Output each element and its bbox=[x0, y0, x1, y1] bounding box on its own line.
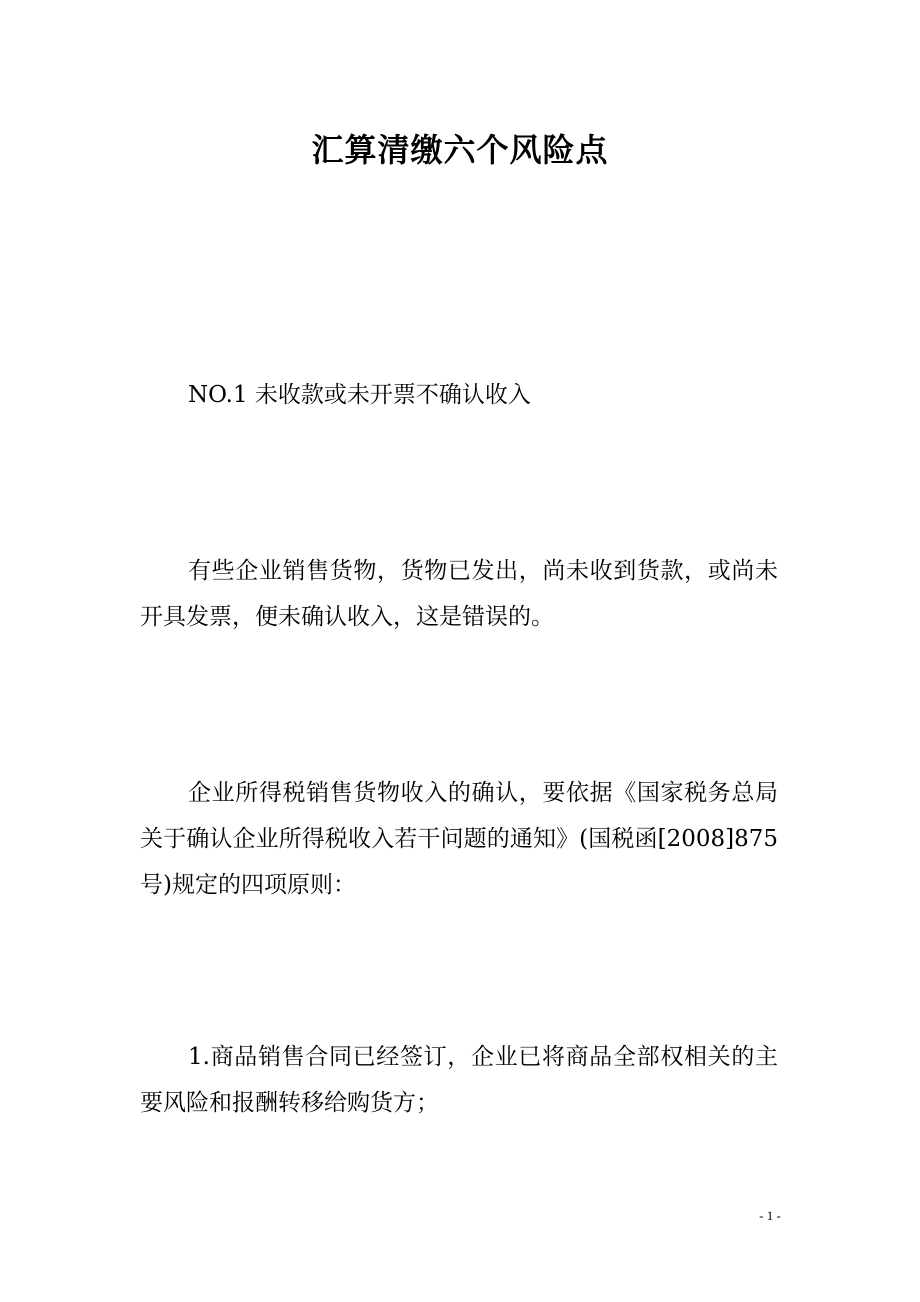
document-title: 汇算清缴六个风险点 bbox=[311, 131, 609, 169]
paragraph-body-1: 有些企业销售货物，货物已发出，尚未收到货款，或尚未开具发票，便未确认收入，这是错误的。 bbox=[140, 558, 778, 630]
paragraph-body-3: 1.商品销售合同已经签订，企业已将商品全部权相关的主要风险和报酬转移给购货方； bbox=[140, 1044, 778, 1116]
paragraph-body-2: 企业所得税销售货物收入的确认，要依据《国家税务总局关于确认企业所得税收入若干问题的通知》(国税函[2008]875 号)规定的四项原则： bbox=[140, 780, 778, 898]
paragraph-section-heading: NO.1 未收款或未开票不确认收入 bbox=[188, 382, 531, 408]
page-number: - 1 - bbox=[759, 1208, 781, 1223]
